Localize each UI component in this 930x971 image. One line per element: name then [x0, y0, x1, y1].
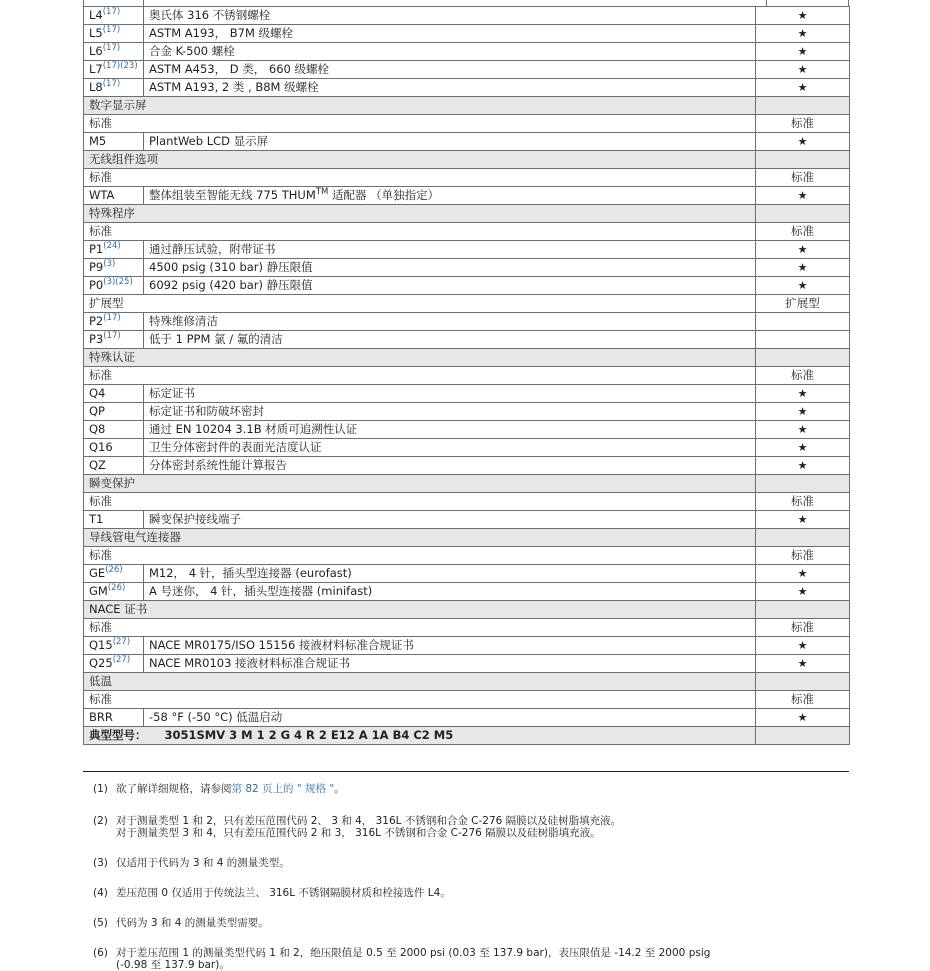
footnote-text	[116, 917, 269, 929]
footnote-text	[116, 947, 710, 971]
availability-row	[84, 367, 850, 385]
section-empty-cell	[756, 151, 850, 169]
footnote-ref: (26)	[105, 565, 123, 575]
footnote-ref: (17)	[103, 313, 121, 323]
option-row	[84, 637, 850, 655]
availability-tag: 标准	[756, 547, 850, 565]
footnote-number: (4)	[93, 887, 108, 899]
availability-row	[84, 115, 850, 133]
footnote-ref: (27)	[112, 655, 131, 665]
footnote-text	[116, 857, 290, 869]
option-code: L5$^{(17)}$	[84, 25, 144, 43]
availability-row	[84, 547, 850, 565]
option-description: PlantWeb LCD 显示屏	[144, 133, 756, 151]
option-code: Q4	[84, 385, 144, 403]
section-empty-cell	[756, 673, 850, 691]
option-description: 标定证书	[144, 385, 756, 403]
section-empty-cell	[756, 97, 850, 115]
footnote-ref: (27)	[112, 637, 131, 647]
star-icon: ★	[756, 709, 850, 727]
footnote-ref: (3)	[103, 259, 116, 269]
availability-tag: 标准	[756, 115, 850, 133]
star-icon: ★	[756, 7, 850, 25]
footnote-line: 仅适用于代码为 3 和 4 的测量类型。	[116, 857, 290, 869]
section-title: NACE 证书	[84, 601, 756, 619]
option-code: Q25$^{(27)}$	[84, 655, 144, 673]
option-description: ASTM A193， B7M 级螺栓	[144, 25, 756, 43]
option-row	[84, 25, 850, 43]
option-code: Q15$^{(27)}$	[84, 637, 144, 655]
option-code: WTA	[84, 187, 144, 205]
section-title: 低温	[84, 673, 756, 691]
option-code: Q16	[84, 439, 144, 457]
star-icon: ★	[756, 385, 850, 403]
typical-model	[84, 727, 756, 745]
star-icon: ★	[756, 655, 850, 673]
option-description: 奥氏体 316 不锈钢螺栓	[144, 7, 756, 25]
option-description: 6092 psig (420 bar) 静压限值	[144, 277, 756, 295]
option-description: 通过 EN 10204 3.1B 材质可追溯性认证	[144, 421, 756, 439]
section-header-row	[84, 475, 850, 493]
availability-label: 标准	[84, 223, 756, 241]
option-code: GE$^{(26)}$	[84, 565, 144, 583]
option-row	[84, 133, 850, 151]
footnote-ref: (17)	[102, 43, 121, 53]
option-row	[84, 313, 850, 331]
section-title: 特殊程序	[84, 205, 756, 223]
section-empty-cell	[756, 349, 850, 367]
option-row	[84, 439, 850, 457]
option-row	[84, 421, 850, 439]
option-row	[84, 403, 850, 421]
option-description: 特殊维修清洁	[144, 313, 756, 331]
option-code: Q8	[84, 421, 144, 439]
footnote-text	[116, 815, 621, 839]
star-icon: ★	[756, 241, 850, 259]
option-row	[84, 385, 850, 403]
footnote-divider	[83, 771, 849, 772]
section-empty-cell	[756, 205, 850, 223]
section-title: 特殊认证	[84, 349, 756, 367]
star-icon	[756, 313, 850, 331]
option-row	[84, 259, 850, 277]
option-row	[84, 61, 850, 79]
footnote-number: (5)	[93, 917, 108, 929]
option-description: 低于 1 PPM 氯 / 氟的清洁	[144, 331, 756, 349]
footnote-line: 对于测量类型 1 和 2，只有差压范围代码 2、 3 和 4， 316L 不锈钢和合金 C-276 隔膜以及硅树脂填充液。	[116, 815, 622, 827]
star-icon: ★	[756, 583, 850, 601]
section-header-row	[84, 151, 850, 169]
option-code: P3$^{(17)}$	[84, 331, 144, 349]
availability-row	[84, 493, 850, 511]
option-code: $L7^{(17)(23)}$	[84, 61, 144, 79]
option-row	[84, 79, 850, 97]
availability-tag: 标准	[756, 691, 850, 709]
star-icon: ★	[756, 457, 850, 475]
availability-tag: 标准	[756, 169, 850, 187]
star-icon: ★	[756, 25, 850, 43]
option-description: 通过静压试验，附带证书	[144, 241, 756, 259]
option-description: 卫生分体密封件的表面光洁度认证	[144, 439, 756, 457]
section-title: 无线组件选项	[84, 151, 756, 169]
option-row	[84, 457, 850, 475]
model-options-table	[83, 6, 850, 745]
typical-model-row	[84, 727, 850, 745]
footnote-ref: (17)	[102, 79, 121, 89]
star-icon: ★	[756, 187, 850, 205]
option-code: BRR	[84, 709, 144, 727]
option-row	[84, 655, 850, 673]
footnote-number: (3)	[93, 857, 108, 869]
option-row	[84, 7, 850, 25]
footnote-line: (-0.98 至 137.9 bar)。	[116, 959, 230, 971]
footnote-ref: (17)	[102, 25, 121, 35]
typical-model-value: 3051SMV 3 M 1 2 G 4 R 2 E12 A 1A B4 C2 M5	[164, 728, 454, 742]
availability-row	[84, 169, 850, 187]
spec-page-link[interactable]: 第 82 页上的 " 规格 "	[231, 783, 335, 795]
star-icon: ★	[756, 421, 850, 439]
option-description: ASTM A453， D 类， 660 级螺栓	[144, 61, 756, 79]
option-description: 4500 psig (310 bar) 静压限值	[144, 259, 756, 277]
availability-tag: 标准	[756, 367, 850, 385]
section-header-row	[84, 97, 850, 115]
footnote-number: (6)	[93, 947, 108, 959]
section-header-row	[84, 529, 850, 547]
availability-tag: 标准	[756, 223, 850, 241]
availability-label: 标准	[84, 493, 756, 511]
footnote-text	[116, 783, 345, 795]
trademark-sup: TM	[315, 187, 329, 197]
star-icon: ★	[756, 403, 850, 421]
footnote-ref: (17)(23)	[102, 61, 138, 71]
option-row	[84, 583, 850, 601]
availability-label: 标准	[84, 547, 756, 565]
option-code: M5	[84, 133, 144, 151]
option-description: A 号迷你， 4 针，插头型连接器 (minifast)	[144, 583, 756, 601]
footnote-line: 差压范围 0 仅适用于传统法兰、 316L 不锈钢隔膜材质和栓接选件 L4。	[116, 887, 451, 899]
availability-row	[84, 691, 850, 709]
option-description: M12， 4 针，插头型连接器 (eurofast)	[144, 565, 756, 583]
option-row	[84, 43, 850, 61]
footnote-line: 代码为 3 和 4 的测量类型需要。	[116, 917, 269, 929]
option-code: GM$^{(26)}$	[84, 583, 144, 601]
star-icon: ★	[756, 277, 850, 295]
typical-empty-cell	[756, 727, 850, 745]
footnote-ref: (26)	[107, 583, 126, 593]
section-title: 数字显示屏	[84, 97, 756, 115]
section-empty-cell	[756, 601, 850, 619]
star-icon: ★	[756, 259, 850, 277]
availability-label: 标准	[84, 169, 756, 187]
footnote-ref: (24)	[103, 241, 121, 251]
option-code: P2$^{(17)}$	[84, 313, 144, 331]
footnote-text	[116, 887, 451, 899]
availability-label: 标准	[84, 115, 756, 133]
footnote-ref: (17)	[102, 7, 121, 17]
star-icon: ★	[756, 565, 850, 583]
section-empty-cell	[756, 529, 850, 547]
section-header-row	[84, 673, 850, 691]
star-icon: ★	[756, 43, 850, 61]
option-code: $P0^{(3)(25)}$	[84, 277, 144, 295]
section-header-row	[84, 349, 850, 367]
option-code: P9$^{(3)}$	[84, 259, 144, 277]
option-row	[84, 277, 850, 295]
option-description: 分体密封系统性能计算报告	[144, 457, 756, 475]
availability-label: 标准	[84, 619, 756, 637]
option-code: L4$^{(17)}$	[84, 7, 144, 25]
option-description: 标定证书和防破坏密封	[144, 403, 756, 421]
option-description: NACE MR0175/ISO 15156 接液材料标准合规证书	[144, 637, 756, 655]
option-row	[84, 187, 850, 205]
option-row	[84, 241, 850, 259]
availability-row	[84, 295, 850, 313]
footnote-number: (1)	[93, 783, 108, 795]
footnote-number: (2)	[93, 815, 108, 827]
footnote-line: 对于测量类型 3 和 4，只有差压范围代码 2 和 3， 316L 不锈钢和合金 C-276 隔膜以及硅树脂填充液。	[116, 827, 601, 839]
option-description: 瞬变保护接线端子	[144, 511, 756, 529]
availability-label: 扩展型	[84, 295, 756, 313]
availability-label: 标准	[84, 367, 756, 385]
star-icon: ★	[756, 133, 850, 151]
option-description: 合金 K-500 螺栓	[144, 43, 756, 61]
option-row	[84, 511, 850, 529]
footnote-ref: (17)	[103, 331, 121, 341]
option-code: T1	[84, 511, 144, 529]
typical-model-label: 典型型号：	[89, 728, 147, 742]
star-icon: ★	[756, 61, 850, 79]
option-description: ASTM A193, 2 类 , B8M 级螺栓	[144, 79, 756, 97]
availability-tag: 标准	[756, 619, 850, 637]
option-description: NACE MR0103 接液材料标准合规证书	[144, 655, 756, 673]
option-code: L8$^{(17)}$	[84, 79, 144, 97]
option-description: -58 °F (-50 °C) 低温启动	[144, 709, 756, 727]
option-code: L6$^{(17)}$	[84, 43, 144, 61]
section-header-row	[84, 601, 850, 619]
option-description: 整体组装至智能无线 775 THUM™ 适配器 （单独指定）	[144, 187, 756, 205]
footnote-ref: (3)(25)	[103, 277, 133, 287]
option-code: P1$^{(24)}$	[84, 241, 144, 259]
availability-tag: 扩展型	[756, 295, 850, 313]
availability-label: 标准	[84, 691, 756, 709]
option-row	[84, 331, 850, 349]
option-code: QP	[84, 403, 144, 421]
section-title: 导线管电气连接器	[84, 529, 756, 547]
star-icon: ★	[756, 439, 850, 457]
section-header-row	[84, 205, 850, 223]
star-icon: ★	[756, 511, 850, 529]
option-row	[84, 709, 850, 727]
star-icon: ★	[756, 637, 850, 655]
availability-row	[84, 619, 850, 637]
option-code: QZ	[84, 457, 144, 475]
availability-tag: 标准	[756, 493, 850, 511]
section-title: 瞬变保护	[84, 475, 756, 493]
option-row	[84, 565, 850, 583]
footnote-line: 对于差压范围 1 的测量类型代码 1 和 2，绝压限值是 0.5 至 2000 psi (0.03 至 137.9 bar)，表压限值是 -14.2 至 2000 psig	[116, 947, 711, 959]
star-icon	[756, 331, 850, 349]
availability-row	[84, 223, 850, 241]
section-empty-cell	[756, 475, 850, 493]
star-icon: ★	[756, 79, 850, 97]
footnote-line: 欲了解详细规格，请参阅第 82 页上的 " 规格 "。	[116, 783, 345, 795]
